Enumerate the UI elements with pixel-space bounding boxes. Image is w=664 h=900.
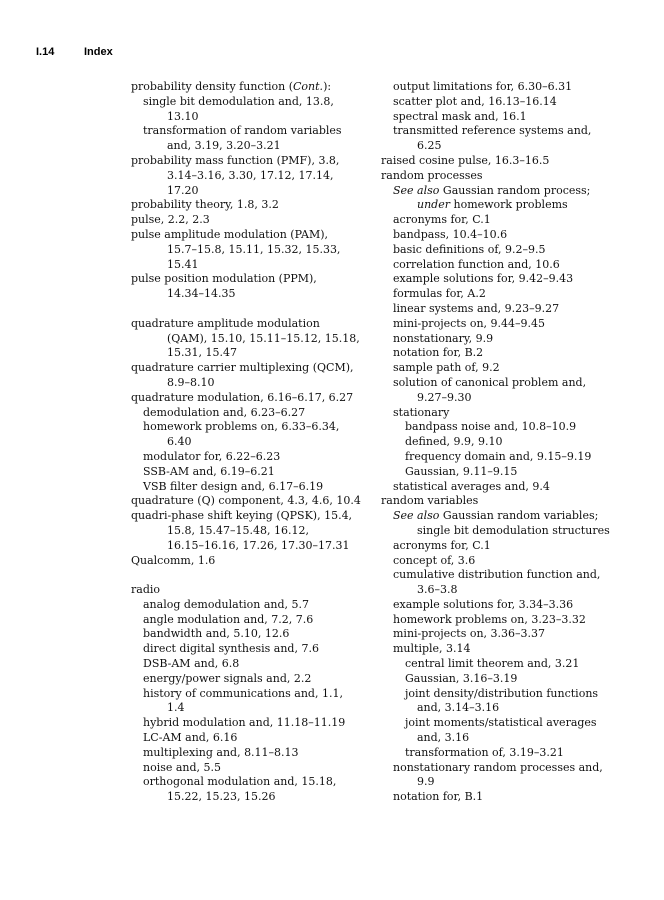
entry-text: Gaussian random process; <box>439 183 591 197</box>
entry-text: homework problems <box>449 198 568 212</box>
entry-text: mini-projects on, 3.36–3.37 <box>393 627 546 641</box>
index-entry <box>131 228 373 243</box>
entry-text: 1.4 <box>167 701 185 715</box>
entry-text: cumulative distribution function and, <box>393 568 601 582</box>
index-entry <box>381 139 631 154</box>
index-entry <box>381 243 631 258</box>
entry-text: probability density function ( <box>131 80 294 93</box>
index-entry <box>131 701 373 716</box>
entry-text: correlation function and, 10.6 <box>393 257 560 271</box>
entry-text: random processes <box>381 168 483 182</box>
entry-text: probability mass function (PMF), 3.8, <box>131 153 340 167</box>
index-entry <box>131 761 373 776</box>
index-entry <box>381 332 631 347</box>
index-entry <box>131 169 373 184</box>
index-entry <box>381 746 631 761</box>
index-entry <box>381 598 631 613</box>
entry-text: sample path of, 9.2 <box>393 361 500 375</box>
entry-text: notation for, B.1 <box>393 790 484 804</box>
entry-text: formulas for, A.2 <box>393 287 486 301</box>
index-entry <box>131 524 373 539</box>
entry-spacer <box>131 302 373 317</box>
index-entry <box>131 509 373 524</box>
index-entry <box>131 598 373 613</box>
index-entry <box>381 568 631 583</box>
index-entry <box>131 672 373 687</box>
entry-text: statistical averages and, 9.4 <box>393 479 550 493</box>
entry-text: output limitations for, 6.30–6.31 <box>393 80 573 93</box>
entry-text: raised cosine pulse, 16.3–16.5 <box>381 153 550 167</box>
entry-text: bandwidth and, 5.10, 12.6 <box>143 627 290 641</box>
index-entry <box>131 184 373 199</box>
entry-text: example solutions for, 3.34–3.36 <box>393 597 574 611</box>
entry-text: angle modulation and, 7.2, 7.6 <box>143 612 314 626</box>
index-entry <box>131 346 373 361</box>
index-entry <box>381 391 631 406</box>
section-title: Index <box>84 46 113 58</box>
index-entry <box>131 657 373 672</box>
index-entry <box>381 346 631 361</box>
entry-text: joint density/distribution functions <box>405 686 599 700</box>
index-entry <box>381 509 631 524</box>
entry-text: 3.14–3.16, 3.30, 17.12, 17.14, <box>167 168 334 182</box>
entry-text: DSB-AM and, 6.8 <box>143 657 240 671</box>
index-entry <box>381 627 631 642</box>
entry-italic: under <box>417 198 450 212</box>
index-entry <box>381 361 631 376</box>
index-entry <box>381 213 631 228</box>
entry-text: pulse, 2.2, 2.3 <box>131 213 210 227</box>
entry-text: 6.25 <box>417 139 442 153</box>
index-entry <box>131 376 373 391</box>
index-entry <box>381 480 631 495</box>
index-entry <box>131 435 373 450</box>
entry-text: VSB filter design and, 6.17–6.19 <box>143 479 324 493</box>
index-entry <box>131 420 373 435</box>
entry-spacer <box>131 568 373 583</box>
entry-text: stationary <box>393 405 450 419</box>
entry-text: acronyms for, C.1 <box>393 538 491 552</box>
index-entry <box>381 124 631 139</box>
page-number: I.14 <box>36 46 55 58</box>
index-entry <box>381 716 631 731</box>
index-entry <box>381 184 631 199</box>
entry-text: 17.20 <box>167 183 199 197</box>
entry-text: frequency domain and, 9.15–9.19 <box>405 449 592 463</box>
index-entry <box>131 554 373 569</box>
entry-text: single bit demodulation and, 13.8, <box>143 94 334 108</box>
entry-text: acronyms for, C.1 <box>393 213 491 227</box>
entry-text: 15.8, 15.47–15.48, 16.12, <box>167 523 309 537</box>
index-entry <box>131 450 373 465</box>
index-entry <box>131 716 373 731</box>
index-entry <box>131 539 373 554</box>
index-entry <box>381 169 631 184</box>
entry-text: transformation of, 3.19–3.21 <box>405 745 564 759</box>
index-entry <box>131 790 373 805</box>
entry-text: Gaussian random variables; <box>439 509 599 523</box>
entry-text: analog demodulation and, 5.7 <box>143 597 309 611</box>
entry-text: nonstationary random processes and, <box>393 760 603 774</box>
entry-text: (QAM), 15.10, 15.11–15.12, 15.18, <box>167 331 360 345</box>
entry-text: basic definitions of, 9.2–9.5 <box>393 242 546 256</box>
index-entry <box>381 95 631 110</box>
index-entry <box>131 213 373 228</box>
index-entry <box>131 731 373 746</box>
entry-text: 9.9 <box>417 775 435 789</box>
entry-text: Qualcomm, 1.6 <box>131 553 216 567</box>
entry-text: 16.15–16.16, 17.26, 17.30–17.31 <box>167 538 350 552</box>
entry-text: and, 3.14–3.16 <box>417 701 500 715</box>
entry-text: notation for, B.2 <box>393 346 484 360</box>
index-entry <box>381 761 631 776</box>
index-entry <box>381 198 631 213</box>
index-column-left <box>131 80 373 805</box>
index-entry <box>381 302 631 317</box>
index-entry <box>381 731 631 746</box>
entry-text: concept of, 3.6 <box>393 553 476 567</box>
index-entry <box>131 95 373 110</box>
entry-text: transformation of random variables <box>143 124 342 138</box>
entry-text: radio <box>131 583 160 597</box>
entry-text: solution of canonical problem and, <box>393 375 587 389</box>
index-entry <box>131 613 373 628</box>
entry-text: 15.7–15.8, 15.11, 15.32, 15.33, <box>167 242 341 256</box>
entry-text: random variables <box>381 494 479 508</box>
entry-text: linear systems and, 9.23–9.27 <box>393 301 560 315</box>
entry-text-after: ): <box>323 80 332 93</box>
entry-text: history of communications and, 1.1, <box>143 686 343 700</box>
entry-text: and, 3.19, 3.20–3.21 <box>167 139 281 153</box>
entry-text: 6.40 <box>167 435 192 449</box>
entry-text: 3.6–3.8 <box>417 583 458 597</box>
index-entry <box>381 272 631 287</box>
index-entry <box>131 272 373 287</box>
index-entry <box>131 494 373 509</box>
entry-text: energy/power signals and, 2.2 <box>143 671 312 685</box>
entry-text: quadrature (Q) component, 4.3, 4.6, 10.4 <box>131 494 361 508</box>
entry-text: 14.34–14.35 <box>167 287 236 301</box>
index-entry <box>131 124 373 139</box>
entry-text: and, 3.16 <box>417 731 470 745</box>
entry-text: scatter plot and, 16.13–16.14 <box>393 94 557 108</box>
index-entry <box>131 332 373 347</box>
entry-text: pulse amplitude modulation (PAM), <box>131 227 328 241</box>
entry-text: noise and, 5.5 <box>143 760 222 774</box>
index-entry <box>131 154 373 169</box>
entry-text: defined, 9.9, 9.10 <box>405 435 503 449</box>
index-entry <box>381 687 631 702</box>
index-entry <box>131 361 373 376</box>
index-entry <box>381 494 631 509</box>
entry-text: 15.41 <box>167 257 199 271</box>
index-entry <box>131 258 373 273</box>
entry-text: 9.27–9.30 <box>417 390 472 404</box>
index-entry <box>381 110 631 125</box>
index-entry <box>131 775 373 790</box>
index-entry <box>381 775 631 790</box>
index-entry <box>131 406 373 421</box>
running-header <box>36 46 113 58</box>
entry-text: SSB-AM and, 6.19–6.21 <box>143 464 275 478</box>
entry-text: example solutions for, 9.42–9.43 <box>393 272 574 286</box>
entry-text: Gaussian, 9.11–9.15 <box>405 464 518 478</box>
index-entry <box>131 198 373 213</box>
entry-text: quadri-phase shift keying (QPSK), 15.4, <box>131 509 353 523</box>
entry-text: multiplexing and, 8.11–8.13 <box>143 745 299 759</box>
index-entry <box>381 80 631 95</box>
index-entry <box>131 465 373 480</box>
entry-text: homework problems on, 3.23–3.32 <box>393 612 586 626</box>
entry-text: modulator for, 6.22–6.23 <box>143 449 281 463</box>
index-entry <box>381 450 631 465</box>
index-entry <box>381 228 631 243</box>
entry-text: quadrature amplitude modulation <box>131 316 320 330</box>
index-entry <box>381 435 631 450</box>
index-entry <box>131 391 373 406</box>
entry-text: single bit demodulation structures <box>417 523 610 537</box>
index-entry <box>381 154 631 169</box>
entry-italic: Cont. <box>293 80 324 93</box>
entry-text: bandpass noise and, 10.8–10.9 <box>405 420 577 434</box>
index-entry <box>381 657 631 672</box>
entry-text: 15.22, 15.23, 15.26 <box>167 790 276 804</box>
index-entry <box>381 790 631 805</box>
index-entry <box>381 406 631 421</box>
index-entry <box>131 317 373 332</box>
entry-text: 13.10 <box>167 109 199 123</box>
entry-text: orthogonal modulation and, 15.18, <box>143 775 337 789</box>
index-entry <box>131 139 373 154</box>
entry-text: quadrature modulation, 6.16–6.17, 6.27 <box>131 390 354 404</box>
entry-text: probability theory, 1.8, 3.2 <box>131 198 279 212</box>
entry-text: 15.31, 15.47 <box>167 346 237 360</box>
index-entry <box>381 539 631 554</box>
index-entry <box>381 701 631 716</box>
entry-text: Gaussian, 3.16–3.19 <box>405 671 518 685</box>
index-entry <box>381 524 631 539</box>
entry-text: pulse position modulation (PPM), <box>131 272 317 286</box>
index-entry <box>131 480 373 495</box>
index-entry <box>381 613 631 628</box>
entry-italic: See also <box>393 509 440 523</box>
index-entry <box>131 583 373 598</box>
index-entry <box>381 672 631 687</box>
index-entry <box>381 287 631 302</box>
index-entry <box>131 746 373 761</box>
entry-text: LC-AM and, 6.16 <box>143 731 238 745</box>
index-entry <box>131 627 373 642</box>
entry-text: homework problems on, 6.33–6.34, <box>143 420 340 434</box>
entry-text: quadrature carrier multiplexing (QCM), <box>131 361 354 375</box>
entry-text: direct digital synthesis and, 7.6 <box>143 642 319 656</box>
index-entry <box>381 554 631 569</box>
entry-text: mini-projects on, 9.44–9.45 <box>393 316 546 330</box>
index-entry <box>381 258 631 273</box>
entry-text: central limit theorem and, 3.21 <box>405 657 580 671</box>
entry-text: joint moments/statistical averages <box>405 716 597 730</box>
index-entry <box>381 465 631 480</box>
index-entry <box>381 583 631 598</box>
entry-text: spectral mask and, 16.1 <box>393 109 527 123</box>
index-entry <box>131 110 373 125</box>
entry-text: transmitted reference systems and, <box>393 124 592 138</box>
entry-text: demodulation and, 6.23–6.27 <box>143 405 306 419</box>
index-entry <box>131 243 373 258</box>
entry-italic: See also <box>393 183 440 197</box>
index-entry <box>381 317 631 332</box>
index-entry <box>131 687 373 702</box>
index-entry <box>381 420 631 435</box>
entry-text: bandpass, 10.4–10.6 <box>393 227 508 241</box>
index-column-right <box>381 80 631 805</box>
index-entry <box>131 80 373 95</box>
entry-text: 8.9–8.10 <box>167 375 215 389</box>
index-entry <box>131 287 373 302</box>
index-entry <box>381 642 631 657</box>
entry-text: multiple, 3.14 <box>393 642 471 656</box>
entry-text: nonstationary, 9.9 <box>393 331 494 345</box>
entry-text: hybrid modulation and, 11.18–11.19 <box>143 716 346 730</box>
index-entry <box>381 376 631 391</box>
index-entry <box>131 642 373 657</box>
